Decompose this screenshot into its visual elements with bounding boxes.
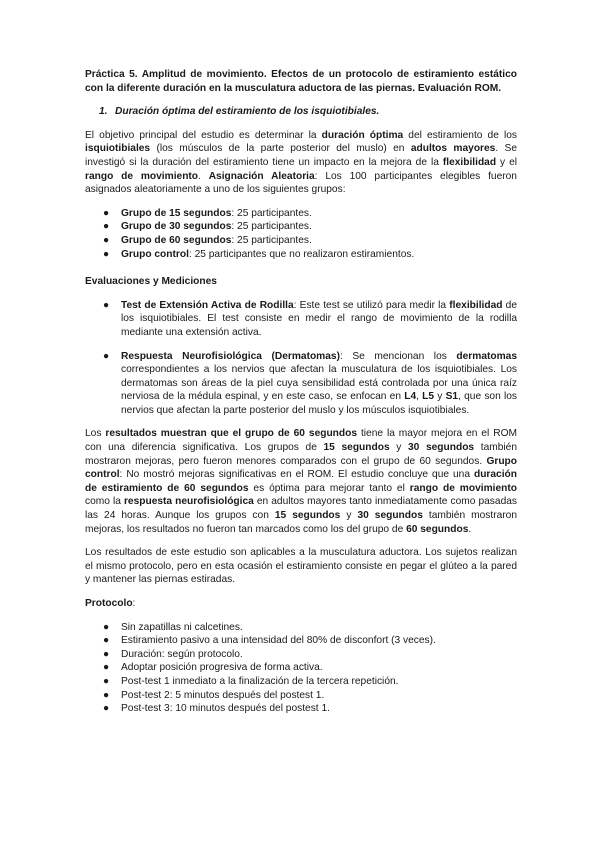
list-item: ● Duración: según protocolo. xyxy=(103,648,243,660)
list-item: ● Adoptar posición progresiva de forma activa. xyxy=(103,662,323,674)
list-item: ● Grupo de 60 segundos: 25 participantes. xyxy=(103,234,312,246)
bullet-icon: ● xyxy=(103,662,110,674)
list-item: ● Grupo control: 25 participantes que no realizaron estiramientos. xyxy=(103,248,415,260)
list-item: ● Grupo de 30 segundos: 25 participantes. xyxy=(103,221,312,233)
section-heading-text: Duración óptima del estiramiento de los isquiotibiales. xyxy=(115,106,380,118)
list-item: ● Post-test 3: 10 minutos después del postest 1. xyxy=(103,703,330,715)
bullet-icon: ● xyxy=(103,621,110,633)
protocol-heading: Protocolo: xyxy=(85,598,136,609)
list-item: ● Sin zapatillas ni calcetines. xyxy=(103,621,243,633)
applicability-paragraph: Los resultados de este estudio son aplicables a la musculatura aductora. Los sujetos realizan el mismo protocolo, pero en esta ocasión el estiramiento consiste en pegar el glúteo a la pared y mantener las piernas estiradas. xyxy=(85,547,517,586)
bullet-icon: ● xyxy=(103,648,110,660)
list-item: ● Respuesta Neurofisiológica (Dermatomas): Se mencionan los dermatomas correspondientes a los nervios que afectan la musculatura de los isquiotibiales. Los dermatomas son áreas de la piel cuya sensibilidad está controlada por una única raíz nerviosa de la médula espinal, y en este caso, se enfocan en L4, L5 y S1, que son los nervios que afectan la parte posterior del muslo y los músculos isquiotibiales. xyxy=(103,350,517,416)
bullet-icon: ● xyxy=(103,207,110,219)
list-item: ● Test de Extensión Activa de Rodilla: Este test se utilizó para medir la flexibilidad de los isquiotibiales. El test consiste en medir el rango de movimiento de la rodilla mediante una extensión activa. xyxy=(103,299,517,338)
evaluations-list xyxy=(85,299,517,418)
section-number: 1. xyxy=(99,106,108,118)
bullet-icon: ● xyxy=(103,703,110,715)
bullet-icon: ● xyxy=(103,234,110,246)
list-item: ● Grupo de 15 segundos: 25 participantes. xyxy=(103,207,312,219)
bullet-icon: ● xyxy=(103,350,110,362)
document-title: Práctica 5. Amplitud de movimiento. Efectos de un protocolo de estiramiento estático con la diferente duración en la musculatura aductora de las piernas. Evaluación ROM. xyxy=(85,69,517,94)
results-paragraph: Los resultados muestran que el grupo de 60 segundos tiene la mayor mejora en el ROM con una diferencia significativa. Los grupos de 15 segundos y 30 segundos también mostraron mejoras, pero fueron menores comparados con el grupo de 60 segundos. Grupo control: No mostró mejoras significativas en el ROM. El estudio concluye que una duración de estiramiento de 60 segundos es óptima para mejorar tanto el rango de movimiento como la respuesta neurofisiológica en adultos mayores tanto inmediatamente como pasadas las 24 horas. Aunque los grupos con 15 segundos y 30 segundos también mostraron mejoras, los resultados no fueron tan marcados como los del grupo de 60 segundos. xyxy=(85,428,518,535)
bullet-icon: ● xyxy=(103,675,110,687)
list-item: ● Estiramiento pasivo a una intensidad del 80% de disconfort (3 veces). xyxy=(103,635,436,647)
bullet-icon: ● xyxy=(103,635,110,647)
groups-list xyxy=(85,207,517,261)
protocol-list xyxy=(85,621,517,716)
bullet-icon: ● xyxy=(103,689,110,701)
document-page xyxy=(85,68,517,726)
list-item: ● Post-test 2: 5 minutos después del postest 1. xyxy=(103,689,325,701)
intro-paragraph: El objetivo principal del estudio es determinar la duración óptima del estiramiento de los isquiotibiales (los músculos de la parte posterior del muslo) en adultos mayores. Se investigó si la duración del estiramiento tiene un impacto en la mejora de la flexibilidad y el rango de movimiento. Asignación Aleatoria: Los 100 participantes elegibles fueron asignados aleatoriamente a uno de los siguientes grupos: xyxy=(85,129,518,196)
bullet-icon: ● xyxy=(103,299,110,311)
bullet-icon: ● xyxy=(103,221,110,233)
list-item: ● Post-test 1 inmediato a la finalización de la tercera repetición. xyxy=(103,675,399,687)
evaluations-heading: Evaluaciones y Mediciones xyxy=(85,276,217,288)
section-heading-1 xyxy=(99,105,517,119)
bullet-icon: ● xyxy=(103,248,110,260)
